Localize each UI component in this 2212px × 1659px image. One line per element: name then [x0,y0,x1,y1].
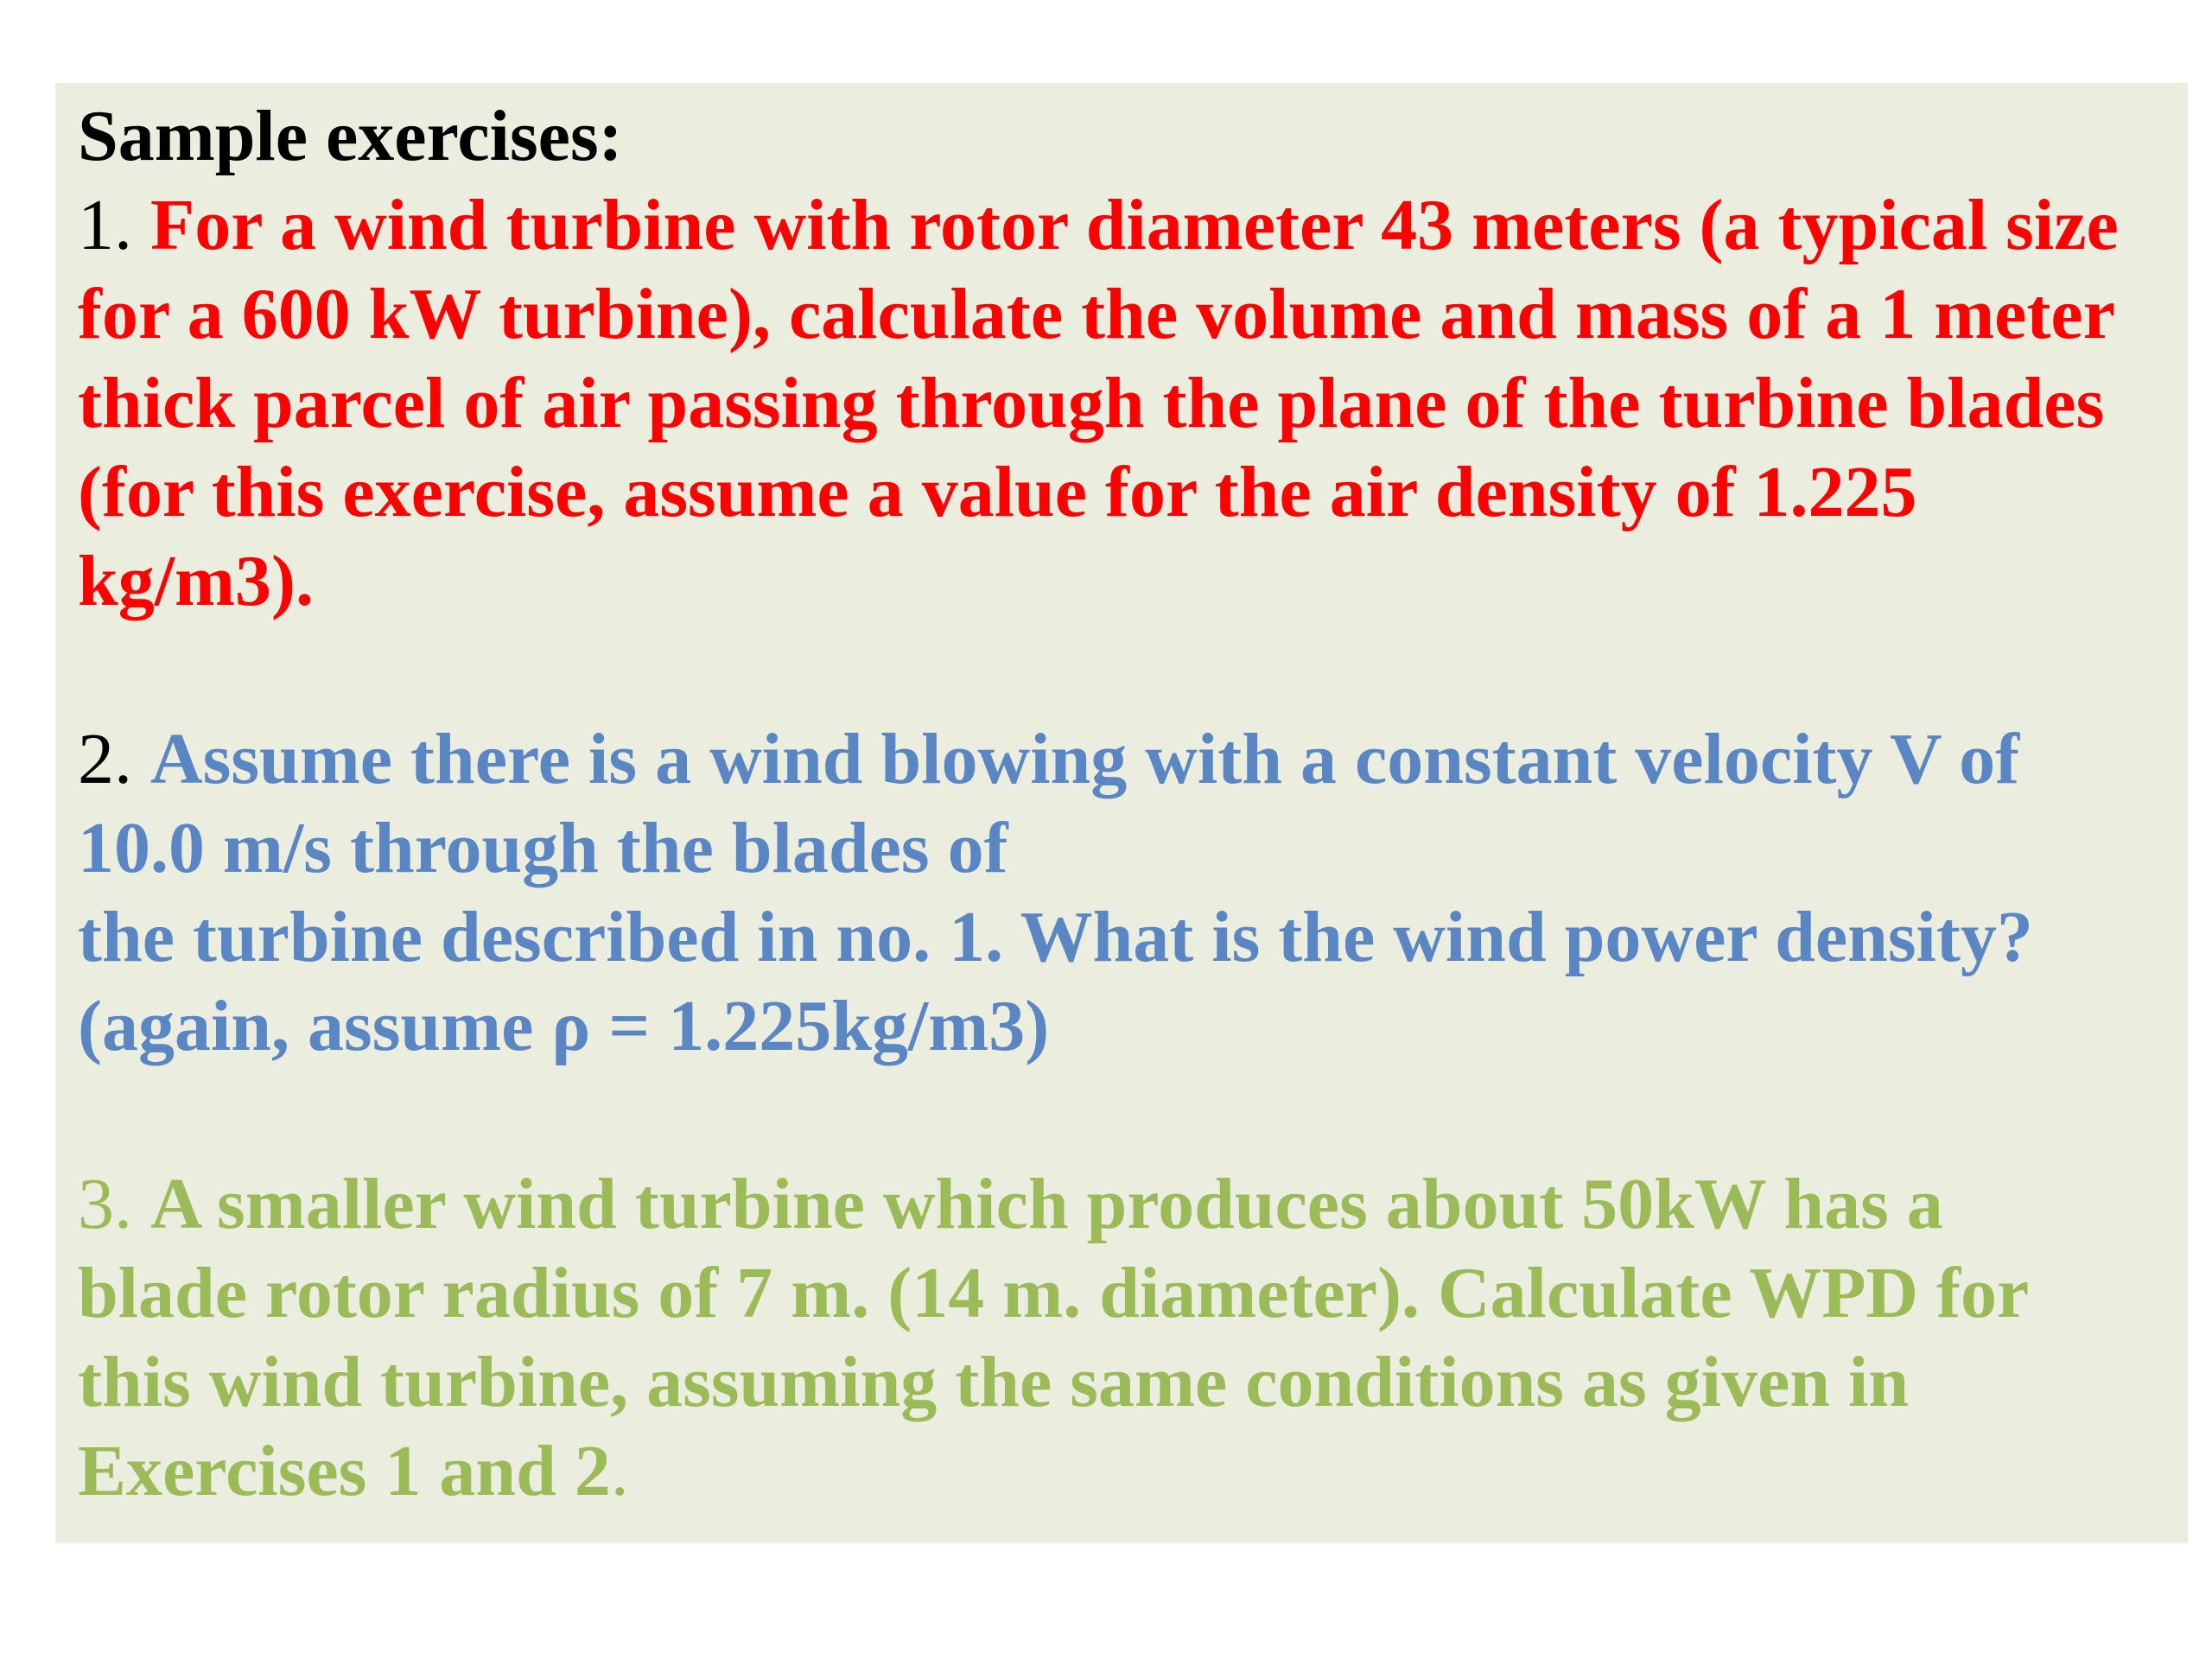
exercise-1-line-2: for a 600 kW turbine), calculate the volume and mass of a 1 meter [78,274,2115,354]
exercise-3-line-2: blade rotor radius of 7 m. (14 m. diameter). Calculate WPD for [78,1253,2030,1333]
exercise-2-line-2: 10.0 m/s through the blades of [78,808,1008,888]
exercise-1-number: 1. [78,185,132,265]
exercise-2-line-1 [78,715,2165,804]
exercise-1-line-1 [78,181,2165,270]
exercise-3-line-3: this wind turbine, assuming the same conditions as given in [78,1342,1910,1422]
spacer [78,626,2165,715]
exercise-1-line-3: thick parcel of air passing through the plane of the turbine blades [78,363,2105,443]
exercise-3-line-1 [78,1160,2165,1249]
exercise-2-line-3: the turbine described in no. 1. What is the wind power density? [78,897,2033,977]
heading: Sample exercises: [78,96,623,176]
exercise-1-line-5: kg/m3). [78,541,314,621]
exercise-2-text: Assume there is a wind blowing with a constant velocity V of [150,719,2020,799]
exercise-1-line-4: (for this exercise, assume a value for the air density of 1.225 [78,452,1917,532]
exercises-panel [55,83,2188,1543]
exercise-3 [78,1160,2165,1516]
exercise-2-number: 2. [78,719,132,799]
exercise-2-line-4: (again, assume ρ = 1.225kg/m3) [78,986,1050,1066]
exercise-3-last-text: Exercises 1 and 2 [78,1431,611,1511]
spacer [78,1071,2165,1160]
exercise-2 [78,715,2165,1071]
exercise-3-trailing: . [610,1431,629,1511]
exercise-3-text: A smaller wind turbine which produces about 50kW has a [150,1164,1943,1244]
exercise-1-text: For a wind turbine with rotor diameter 43 meters (a typical size [150,185,2119,265]
exercise-1 [78,181,2165,626]
exercise-3-number: 3. [78,1164,132,1244]
exercise-3-line-4 [78,1427,2165,1516]
